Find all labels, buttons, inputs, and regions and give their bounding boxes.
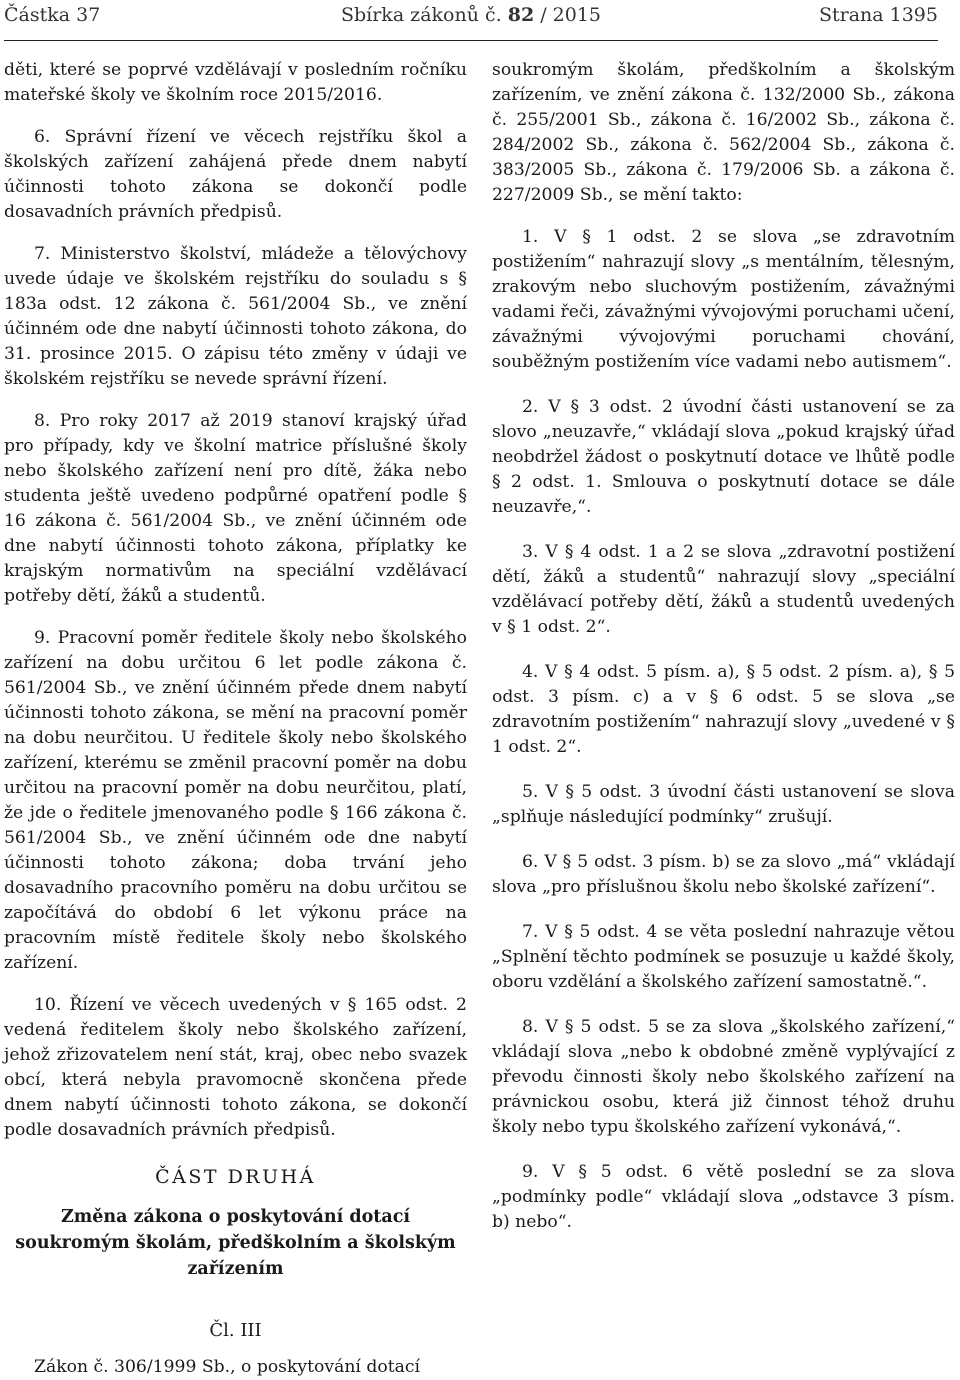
amendment-9: 9. V § 5 odst. 6 větě poslední se za slova „podmínky podle“ vkládají slova „odstavce 3 písm. b) nebo“. bbox=[492, 1162, 955, 1232]
amendment-5: 5. V § 5 odst. 3 úvodní části ustanovení se slova „splňuje následující podmínky“ zrušují. bbox=[492, 782, 955, 827]
part-title: ČÁST DRUHÁ bbox=[155, 1166, 316, 1188]
paragraph-continuation: soukromým školám, předškolním a školským zařízením, ve znění zákona č. 132/2000 Sb., zákona č. 255/2001 Sb., zákona č. 16/2002 Sb., zákona č. 284/2002 Sb., zákona č. 562/2004 Sb., zákona č. 383/2005 Sb., zákona č. 179/2006 Sb. a zákona č. 227/2009 Sb., se mění takto: bbox=[492, 60, 955, 205]
page-number: Strana 1395 bbox=[818, 4, 938, 26]
paragraph-continuation: děti, které se poprvé vzdělávají v posledním ročníku mateřské školy ve školním roce 2015/2016. bbox=[4, 60, 467, 105]
amendment-2: 2. V § 3 odst. 2 úvodní části ustanovení se za slovo „neuzavře,“ vkládají slova „pokud krajský úřad neobdržel žádost o poskytnutí dotace ve lhůtě podle § 2 odst. 1. Smlouva o poskytnutí dotace se dále neuzavře,“. bbox=[492, 397, 955, 517]
article-heading: Čl. III bbox=[209, 1320, 262, 1341]
header-rule bbox=[4, 40, 938, 41]
right-column bbox=[492, 58, 955, 1235]
amendment-4: 4. V § 4 odst. 5 písm. a), § 5 odst. 2 písm. a), § 5 odst. 3 písm. c) a v § 6 odst. 5 se slova „se zdravotním postižením“ nahrazují slovy „uvedené v § 1 odst. 2“. bbox=[492, 662, 955, 757]
amendment-1: 1. V § 1 odst. 2 se slova „se zdravotním postižením“ nahrazují slovy „s mentálním, tělesným, zrakovým nebo sluchovým postižením, závažnými vadami řeči, závažnými vývojovými poruchami učení, závažnými vývojovými poruchami chování, souběžným postižením více vadami nebo autismem“. bbox=[492, 227, 955, 372]
collection-number: 82 bbox=[507, 4, 535, 26]
paragraph-6: 6. Správní řízení ve věcech rejstříku škol a školských zařízení zahájená přede dnem nabytí účinnosti tohoto zákona se dokončí podle dosavadních právních předpisů. bbox=[4, 127, 467, 222]
amendment-7: 7. V § 5 odst. 4 se věta poslední nahrazuje větou „Splnění těchto podmínek se posuzuje u každé školy, oboru vzdělání a školského zařízení samostatně.“. bbox=[492, 922, 955, 992]
paragraph-9: 9. Pracovní poměr ředitele školy nebo školského zařízení na dobu určitou 6 let podle zákona č. 561/2004 Sb., ve znění účinném přede dnem nabytí účinnosti tohoto zákona, se mění na pracovní poměr na dobu neurčitou. U ředitele školy nebo školského zařízení, kterému se změnil pracovní poměr na dobu určitou na pracovní poměr na dobu neurčitou, platí, že jde o ředitele jmenovaného podle § 166 zákona č. 561/2004 Sb., ve znění účinném ode dne nabytí účinnosti tohoto zákona; doba trvání jeho dosavadního pracovního poměru na dobu určitou se započítává do období 6 let výkonu práce na pracovním místě ředitele školy nebo školského zařízení. bbox=[4, 628, 467, 973]
paragraph-7: 7. Ministerstvo školství, mládeže a tělovýchovy uvede údaje ve školském rejstříku do souladu s § 183a odst. 12 zákona č. 561/2004 Sb., ve znění účinném ode dne nabytí účinnosti tohoto zákona, do 31. prosince 2015. O zápisu této změny v údaji ve školském rejstříku se nevede správní řízení. bbox=[4, 244, 467, 389]
issue-number: Částka 37 bbox=[4, 4, 101, 26]
collection-name: Sbírka zákonů č. bbox=[340, 4, 502, 26]
amendment-6: 6. V § 5 odst. 3 písm. b) se za slovo „má“ vkládají slova „pro příslušnou školu nebo školské zařízení“. bbox=[492, 852, 955, 897]
page-header bbox=[4, 4, 938, 28]
law-intro: Zákon č. 306/1999 Sb., o poskytování dotací bbox=[34, 1357, 420, 1377]
paragraph-8: 8. Pro roky 2017 až 2019 stanoví krajský úřad pro případy, kdy ve školní matrice příslušné školy nebo školského zařízení není pro dítě, žáka nebo studenta ještě uvedeno podpůrné opatření podle § 16 zákona č. 561/2004 Sb., ve znění účinném ode dne nabytí účinnosti tohoto zákona, příplatky ke krajským normativům na speciální vzdělávací potřeby dětí, žáků a studentů. bbox=[4, 411, 467, 606]
amendment-3: 3. V § 4 odst. 1 a 2 se slova „zdravotní postižení dětí, žáků a studentů“ nahrazují slovy „speciální vzdělávací potřeby dětí, žáků a studentů uvedených v § 1 odst. 2“. bbox=[492, 542, 955, 637]
collection-year: / 2015 bbox=[534, 4, 602, 26]
amendment-8: 8. V § 5 odst. 5 se za slova „školského zařízení,“ vkládají slova „nebo k obdobné změně vyplývající z převodu činnosti školy nebo školského zařízení na právnickou osobu, která již činnost téhož druhu školy nebo typu školského zařízení vykonává,“. bbox=[492, 1017, 955, 1137]
collection-title bbox=[4, 4, 938, 26]
part-subtitle: Změna zákona o poskytování dotací soukromým školám, předškolním a školským zařízením bbox=[15, 1207, 456, 1279]
left-column bbox=[4, 58, 467, 1380]
paragraph-10: 10. Řízení ve věcech uvedených v § 165 odst. 2 vedená ředitelem školy nebo školského zařízení, jehož zřizovatelem není stát, kraj, obec nebo svazek obcí, která nebyla pravomocně skončena přede dnem nabytí účinnosti tohoto zákona, se dokončí podle dosavadních právních předpisů. bbox=[4, 995, 467, 1140]
